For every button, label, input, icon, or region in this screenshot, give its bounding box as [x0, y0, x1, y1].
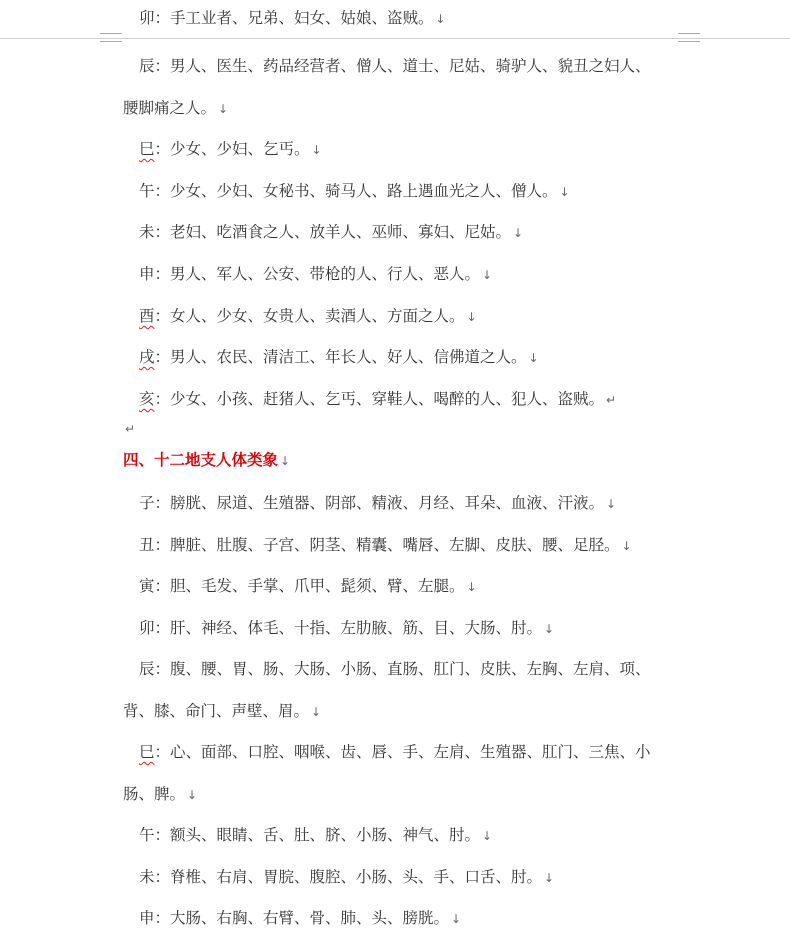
empty-paragraph-mark-icon: ↵ [125, 422, 136, 436]
paragraph-mark-icon: ↓ [218, 102, 229, 116]
right-margin-marker [678, 33, 700, 42]
paragraph-mark-icon: ↓ [544, 622, 555, 636]
branch-label: 亥 [139, 390, 155, 408]
branch-label: 巳 [139, 743, 155, 761]
paragraph-mark-icon: ↓ [544, 871, 555, 885]
paragraph-mark-icon: ↓ [559, 185, 570, 199]
paragraph-a6: 酉：女人、少女、女贵人、卖酒人、方面之人。 ↓ [139, 307, 477, 325]
paragraph-a2: 巳：少女、少妇、乞丐。 ↓ [139, 140, 322, 158]
branch-label: 子 [139, 494, 155, 512]
paragraph-mark-icon: ↓ [606, 497, 617, 511]
paragraph-b4: 辰：腹、腰、胃、肠、大肠、小肠、直肠、肛门、皮肤、左胸、左肩、项、 [139, 660, 651, 678]
branch-label: 午 [139, 182, 155, 200]
branch-label: 戌 [139, 348, 155, 366]
paragraph-a7: 戌：男人、农民、清洁工、年长人、好人、信佛道之人。 ↓ [139, 348, 539, 366]
paragraph-a1: 辰：男人、医生、药品经营者、僧人、道士、尼姑、骑驴人、貌丑之妇人、 [139, 57, 651, 75]
paragraph-mark-icon: ↓ [311, 143, 322, 157]
paragraph-b6: 午：额头、眼睛、舌、肚、脐、小肠、神气、肘。 ↓ [139, 826, 493, 844]
paragraph-a4: 未：老妇、吃酒食之人、放羊人、巫师、寡妇、尼姑。 ↓ [139, 223, 524, 241]
branch-label: 卯 [139, 619, 155, 637]
paragraph-b5-continued: 肠、脾。 ↓ [123, 785, 198, 803]
paragraph-mark-icon: ↓ [528, 351, 539, 365]
paragraph-b3: 卯：肝、神经、体毛、十指、左肋腋、筋、目、大肠、肘。 ↓ [139, 619, 555, 637]
paragraph-a3: 午：少女、少妇、女秘书、骑马人、路上遇血光之人、僧人。 ↓ [139, 182, 570, 200]
paragraph-a5: 申：男人、军人、公安、带枪的人、行人、恶人。 ↓ [139, 265, 493, 283]
branch-label: 申 [139, 909, 155, 927]
paragraph-mark-icon: ↓ [466, 310, 477, 324]
paragraph-mark-icon: ↓ [187, 788, 198, 802]
branch-label: 辰 [139, 660, 155, 678]
paragraph-a8: 亥：少女、小孩、赶猪人、乞丐、穿鞋人、喝醉的人、犯人、盗贼。 ↵ [139, 390, 617, 408]
paragraph-mark-icon: ↓ [311, 705, 322, 719]
paragraph-b4-continued: 背、膝、命门、声壁、眉。 ↓ [123, 702, 322, 720]
left-margin-marker [100, 33, 122, 42]
paragraph-a1-continued: 腰脚痛之人。 ↓ [123, 99, 229, 117]
paragraph-mark-icon: ↓ [435, 12, 446, 26]
paragraph-b8: 申：大肠、右胸、右臂、骨、肺、头、膀胱。 ↓ [139, 909, 462, 927]
paragraph-mark-icon: ↓ [451, 912, 462, 926]
branch-label: 未 [139, 223, 155, 241]
branch-label: 卯 [139, 9, 155, 27]
paragraph-b2: 寅：胆、毛发、手掌、爪甲、髭须、臂、左腿。 ↓ [139, 577, 477, 595]
paragraph-mark-icon: ↓ [482, 829, 493, 843]
paragraph-mark-icon: ↵ [606, 393, 617, 407]
branch-label: 申 [139, 265, 155, 283]
paragraph-b7: 未：脊椎、右肩、胃脘、腹腔、小肠、头、手、口舌、肘。 ↓ [139, 868, 555, 886]
paragraph-mark-icon: ↓ [621, 539, 632, 553]
section-heading: 四、十二地支人体类象 ↓ [123, 451, 291, 469]
branch-label: 未 [139, 868, 155, 886]
paragraph-mark-icon: ↓ [513, 226, 524, 240]
branch-label: 寅 [139, 577, 155, 595]
paragraph-b0: 子：膀胱、尿道、生殖器、阴部、精液、月经、耳朵、血液、汗液。 ↓ [139, 494, 617, 512]
paragraph-mark-icon: ↓ [466, 580, 477, 594]
paragraph-a0: 卯：手工业者、兄弟、妇女、姑娘、盗贼。 ↓ [139, 9, 446, 27]
paragraph-mark-icon: ↓ [482, 268, 493, 282]
branch-label: 午 [139, 826, 155, 844]
branch-label: 酉 [139, 307, 155, 325]
paragraph-b1: 丑：脾脏、肚腹、子宫、阴茎、精囊、嘴唇、左脚、皮肤、腰、足胫。 ↓ [139, 536, 632, 554]
branch-label: 辰 [139, 57, 155, 75]
paragraph-mark-icon: ↓ [280, 454, 291, 468]
branch-label: 丑 [139, 536, 155, 554]
paragraph-b5: 巳：心、面部、口腔、咽喉、齿、唇、手、左肩、生殖器、肛门、三焦、小 [139, 743, 651, 761]
branch-label: 巳 [139, 140, 155, 158]
